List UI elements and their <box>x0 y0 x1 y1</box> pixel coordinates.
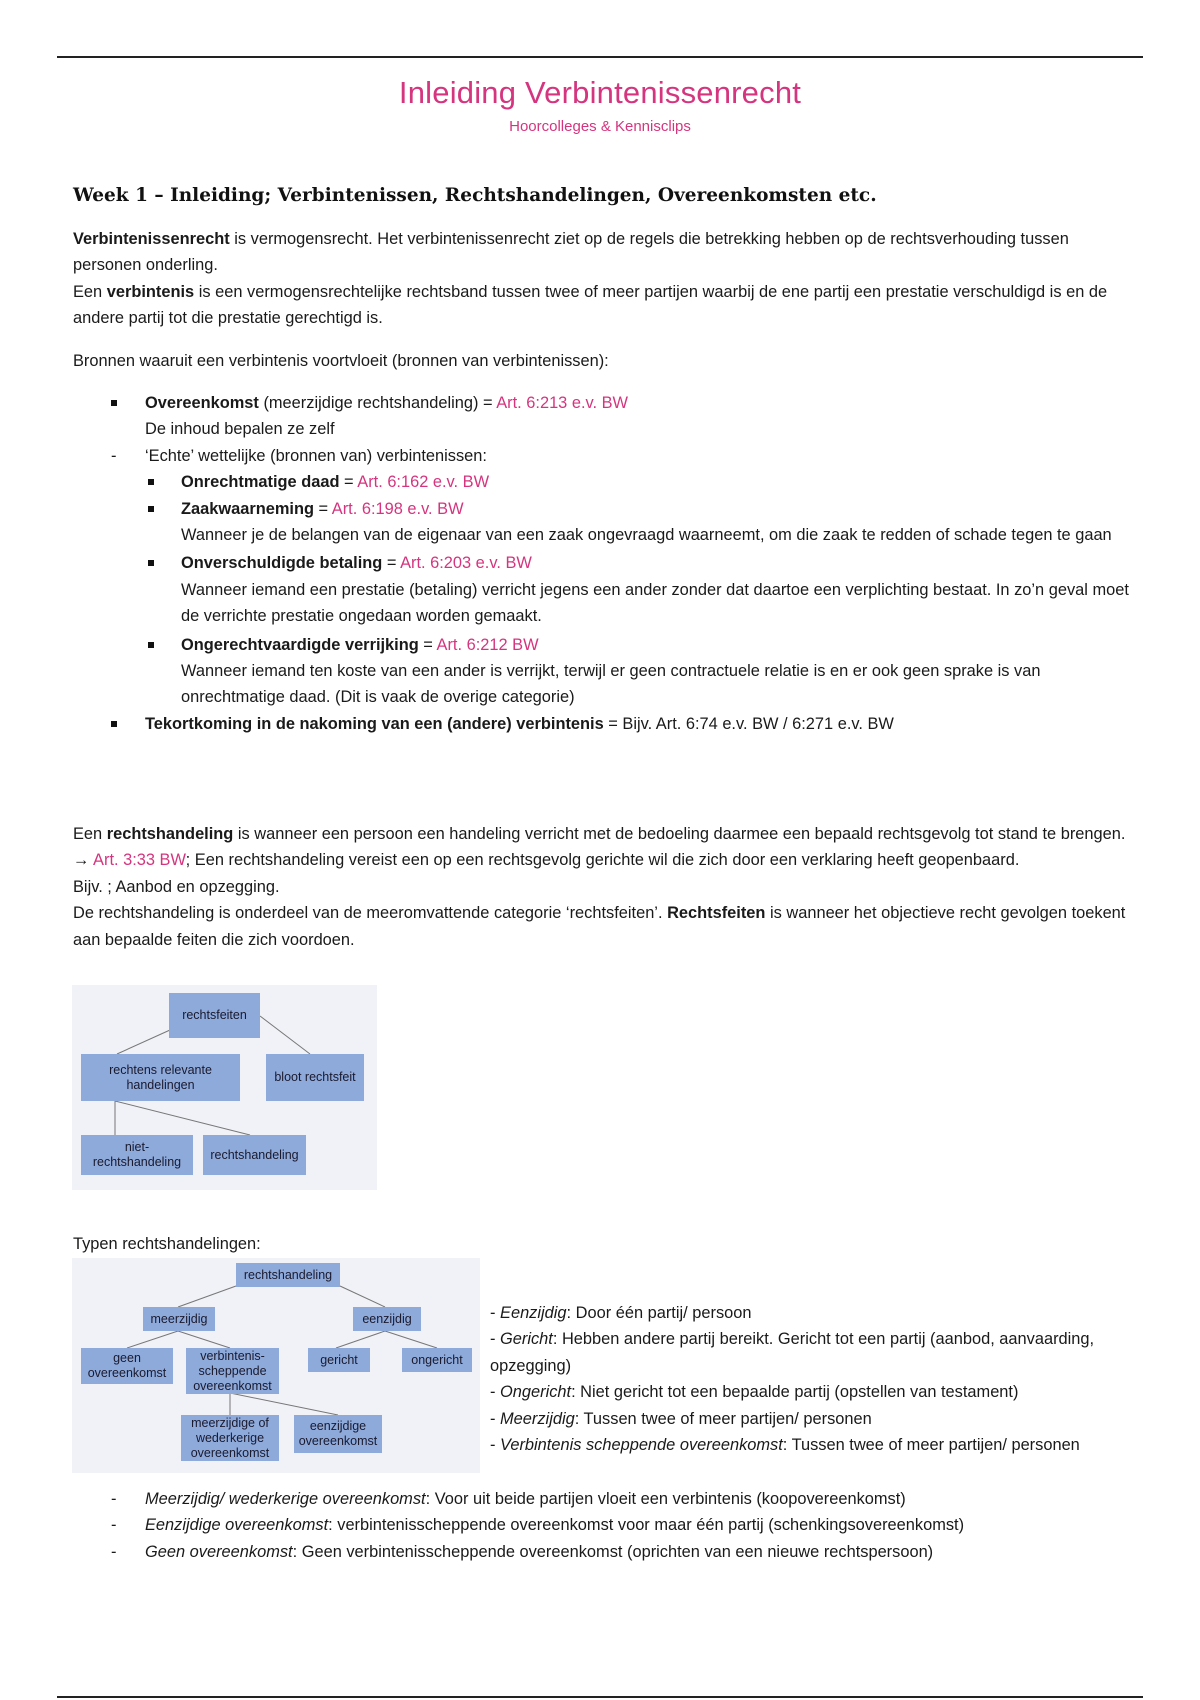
list-item-note: Wanneer iemand ten koste van een ander is verrijkt, terwijl er geen contractuele relatie is en er ook geen sprake is van onrechtmatige daad. (Dit is vaak de overige categorie) <box>181 662 1041 707</box>
definition-item: - Meerzijdig: Tussen twee of meer partijen/ personen <box>490 1409 872 1428</box>
definition-item: - Verbintenis scheppende overeenkomst: Tussen twee of meer partijen/ personen <box>490 1436 1080 1455</box>
list-item: Overeenkomst (meerzijdige rechtshandeling) = Art. 6:213 e.v. BW <box>73 390 1143 416</box>
rechtshandeling-example: Bijv. ; Aanbod en opzegging. <box>73 877 280 896</box>
list-item: Zaakwaarneming = Art. 6:198 e.v. BW <box>73 496 1143 522</box>
list-item: Onrechtmatige daad = Art. 6:162 e.v. BW <box>73 469 1143 495</box>
node-eenzijdige-overeenkomst: eenzijdige overeenkomst <box>294 1415 382 1453</box>
list-item: - Meerzijdig/ wederkerige overeenkomst: Voor uit beide partijen vloeit een verbintenis (koopovereenkomst) <box>73 1486 1143 1512</box>
list-item: Onverschuldigde betaling = Art. 6:203 e.v. BW <box>73 550 1143 576</box>
node-rechtshandeling: rechtshandeling <box>203 1135 306 1175</box>
intro-paragraph-1: Verbintenissenrecht is vermogensrecht. Het verbintenissenrecht ziet op de regels die betrekking hebben op de rechtsverhouding tussen personen onderling. <box>73 230 1069 275</box>
list-item: Ongerechtvaardigde verrijking = Art. 6:212 BW <box>73 632 1143 658</box>
week-heading: Week 1 – Inleiding; Verbintenissen, Rechtshandelingen, Overeenkomsten etc. <box>73 185 877 206</box>
list-item-note: Wanneer iemand een prestatie (betaling) verricht jegens een ander zonder dat daartoe een verplichting bestaat. In zo’n geval moet de verrichte prestatie ongedaan worden gemaakt. <box>181 580 1129 626</box>
definition-item: - Eenzijdig: Door één partij/ persoon <box>490 1304 752 1322</box>
node-niet-rechtshandeling: niet-rechtshandeling <box>81 1135 193 1175</box>
intro-paragraph-2: Een verbintenis is een vermogensrechtelijke rechtsband tussen twee of meer partijen waarbij de ene partij een prestatie verschuldigd is en de andere partij tot die prestatie gerechtigd is. <box>73 282 1108 328</box>
overeenkomst-types-list <box>73 1486 1143 1565</box>
node-rechtsfeiten: rechtsfeiten <box>169 993 260 1038</box>
node-meerzijdig: meerzijdig <box>143 1307 215 1331</box>
node-rechtens-relevante-handelingen: rechtens relevante handelingen <box>81 1054 240 1101</box>
typen-definitions <box>490 1300 1110 1458</box>
list-item: Tekortkoming in de nakoming van een (andere) verbintenis = Bijv. Art. 6:74 e.v. BW / 6:271 e.v. BW <box>73 711 1143 737</box>
node-gericht: gericht <box>308 1348 370 1372</box>
list-item: - Eenzijdige overeenkomst: verbintenisscheppende overeenkomst voor maar één partij (schenkingsovereenkomst) <box>73 1512 1143 1538</box>
rechtsfeiten-definition: De rechtshandeling is onderdeel van de meeromvattende categorie ‘rechtsfeiten’. Rechtsfeiten is wanneer het objectieve recht gevolgen toekent aan bepaalde feiten die zich voordoen. <box>73 904 1126 949</box>
node-rechtshandeling: rechtshandeling <box>236 1263 340 1287</box>
document-title: Inleiding Verbintenissenrecht <box>398 75 802 110</box>
typen-lead: Typen rechtshandelingen: <box>73 1235 261 1253</box>
list-item: - Geen overeenkomst: Geen verbintenisscheppende overeenkomst (oprichten van een nieuwe rechtspersoon) <box>73 1539 1143 1565</box>
rechtshandeling-definition: Een rechtshandeling is wanneer een persoon een handeling verricht met de bedoeling daarmee een bepaald rechtsgevolg tot stand te brengen. → Art. 3:33 BW; Een rechtshandeling vereist een op een rechtsgevolg gerichte wil die zich door een verklaring heeft geopenbaard. <box>73 825 1126 870</box>
definition-item: - Gericht: Hebben andere partij bereikt. Gericht tot een partij (aanbod, aanvaarding, opzegging) <box>490 1330 1095 1375</box>
node-verbintenisscheppende-overeenkomst: verbintenis-scheppende overeenkomst <box>186 1348 279 1394</box>
definition-item: - Ongericht: Niet gericht tot een bepaalde partij (opstellen van testament) <box>490 1383 1019 1402</box>
bottom-rule <box>57 1696 1143 1698</box>
node-geen-overeenkomst: geen overeenkomst <box>81 1348 173 1384</box>
sources-lead: Bronnen waaruit een verbintenis voortvloeit (bronnen van verbintenissen): <box>73 351 609 370</box>
node-ongericht: ongericht <box>402 1348 472 1372</box>
node-eenzijdig: eenzijdig <box>353 1307 421 1331</box>
node-wederkerige-overeenkomst: meerzijdige of wederkerige overeenkomst <box>181 1415 279 1461</box>
list-item: - ‘Echte’ wettelijke (bronnen van) verbintenissen: <box>73 443 1143 469</box>
list-item-note: Wanneer je de belangen van de eigenaar van een zaak ongevraagd waarneemt, om die zaak te redden of schade tegen te gaan <box>181 526 1112 545</box>
list-item-note: De inhoud bepalen ze zelf <box>145 420 335 439</box>
document-subtitle: Hoorcolleges & Kennisclips <box>509 118 691 135</box>
node-bloot-rechtsfeit: bloot rechtsfeit <box>266 1054 364 1101</box>
